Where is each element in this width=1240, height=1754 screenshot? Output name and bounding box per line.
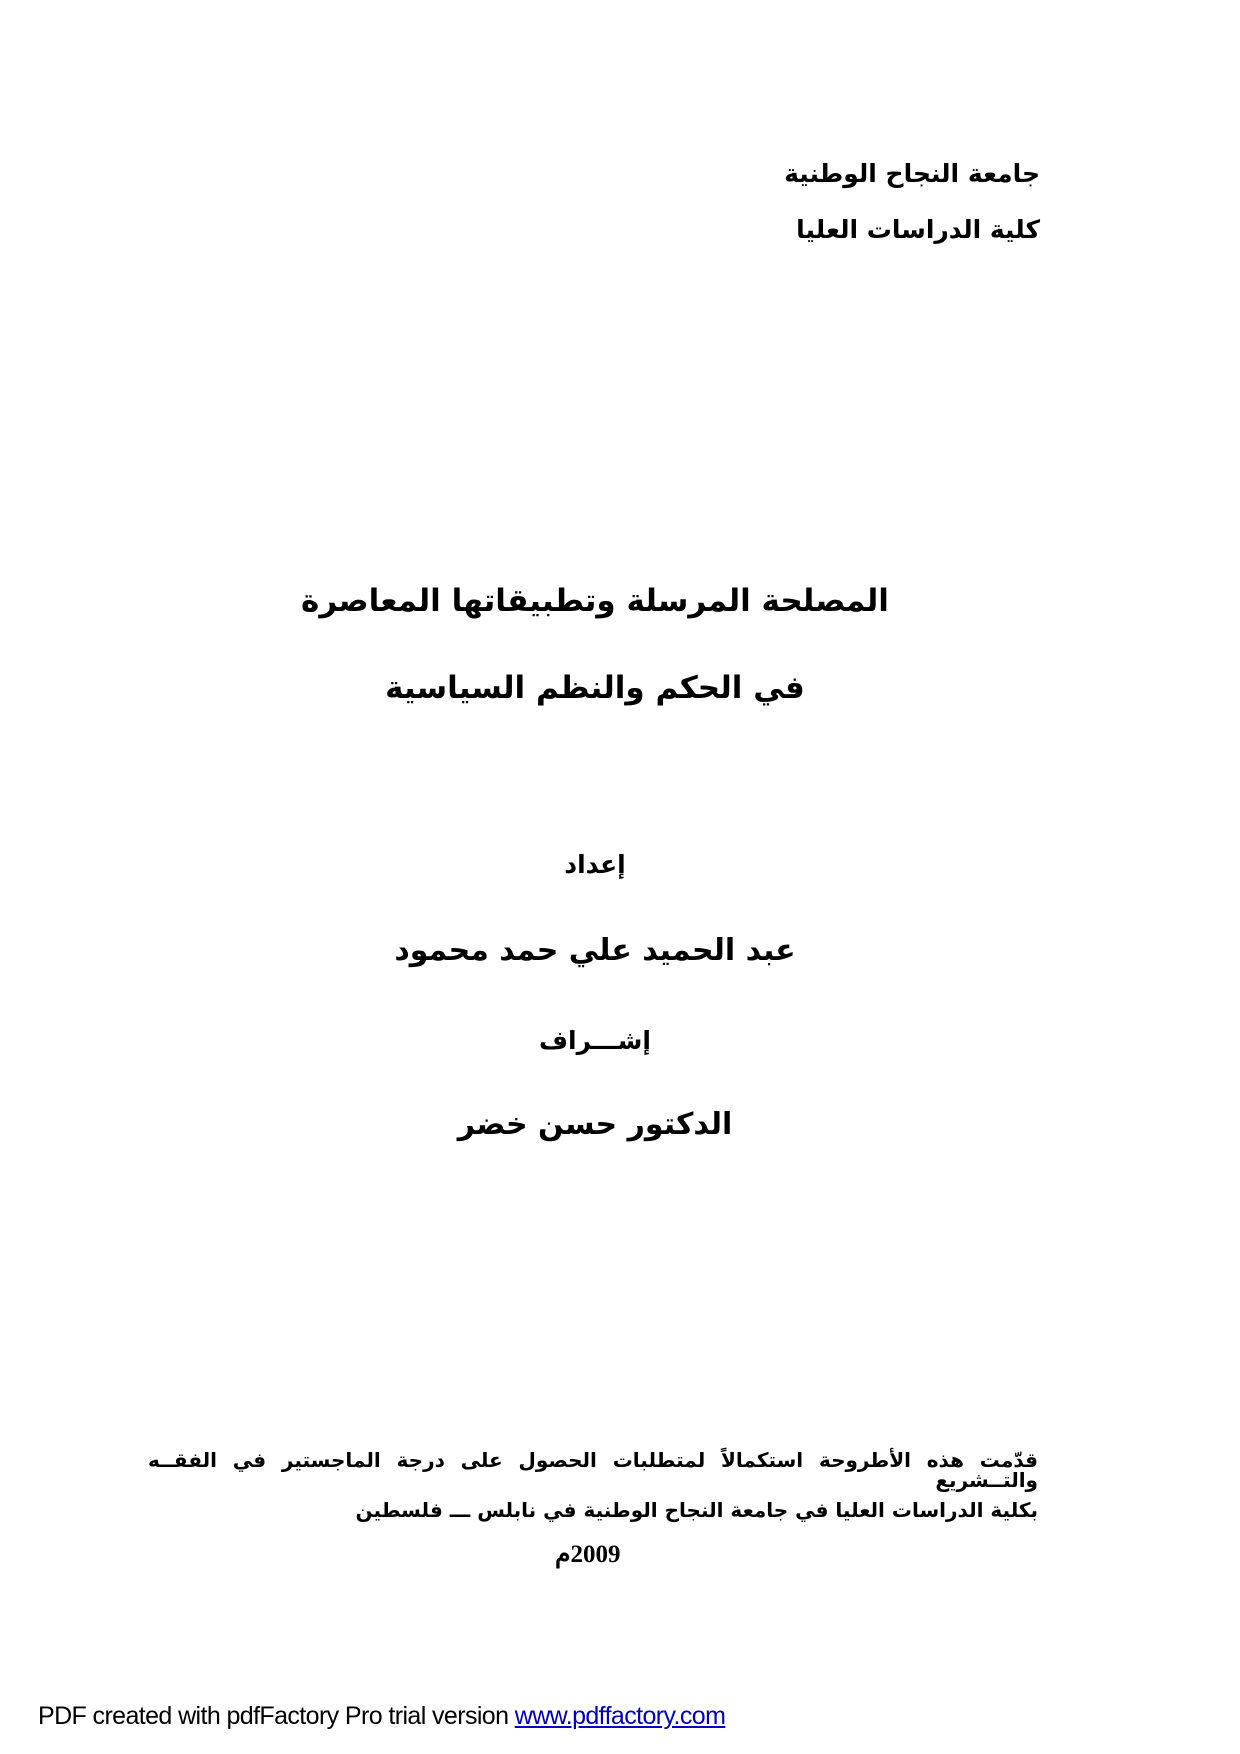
thesis-title-line-1: المصلحة المرسلة وتطبيقاتها المعاصرة: [301, 583, 889, 619]
footer-text: PDF created with pdfFactory Pro trial version: [38, 1702, 515, 1730]
author-name: عبد الحميد علي حمد محمود: [394, 933, 796, 968]
prepared-by-label: إعداد: [564, 850, 626, 879]
pdf-watermark-footer: [38, 1703, 725, 1731]
submission-statement-line-2: بكلية الدراسات العليا في جامعة النجاح الوطنية في نابلس ـــ فلسطين: [355, 1498, 1038, 1522]
faculty-name: كلية الدراسات العليا: [796, 215, 1040, 244]
supervisor-name: الدكتور حسن خضر: [457, 1107, 733, 1142]
pdffactory-link[interactable]: www.pdffactory.com: [514, 1702, 726, 1730]
submission-statement-line-1: قدّمت هذه الأطروحة استكمالاً لمتطلبات الحصول على درجة الماجستير في الفقــه والتــشريع: [148, 1448, 1038, 1492]
thesis-title-line-2: في الحكم والنظم السياسية: [385, 670, 805, 706]
university-name: جامعة النجاح الوطنية: [784, 159, 1040, 188]
supervisor-label: إشـــراف: [539, 1026, 651, 1055]
submission-year: 2009م: [555, 1541, 621, 1568]
